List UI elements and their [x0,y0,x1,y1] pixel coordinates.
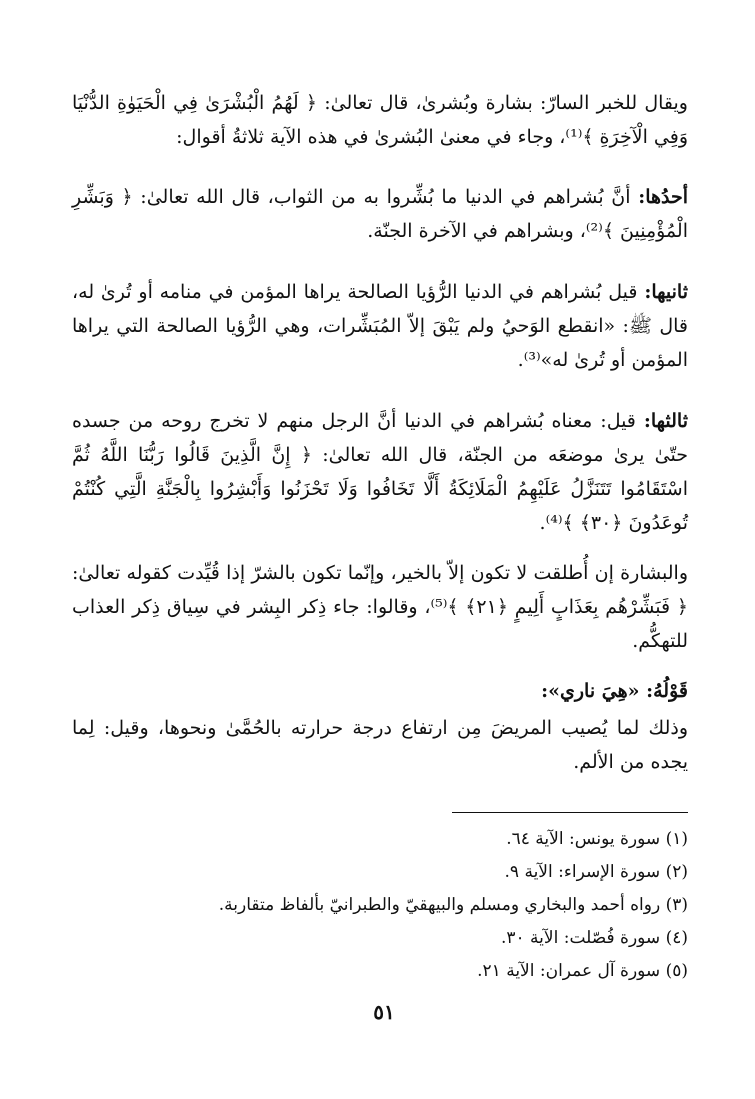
paragraph-first-opinion [72,180,688,248]
second-opinion-text: قيل بُشراهم في الدنيا الرُّؤيا الصالحة يراها المؤمن في منامه أو تُرىٰ له، قال ﷺ: «انقطع الوَحيُ ولم يَبْقَ إلاّ المُبَشِّرات، وهي الرُّؤيا الصالحة التي يراها المؤمن أو تُرىٰ له»⁽³⁾. [72,281,688,371]
paragraph-glad-tidings: والبشارة إن أُطلقت لا تكون إلاّ بالخير، وإنّما تكون بالشرّ إذا قُيِّدت كقوله تعالىٰ: ﴿ فَبَشِّرْهُم بِعَذَابٍ أَلِيمٍ ﴿٢١﴾ ﴾⁽⁵⁾، وقالوا: جاء ذِكر البِشر في سِياق ذِكر العذاب للتهكُّم. [72,562,688,652]
footnotes-section [72,823,688,988]
footnote-2: (٢) سورة الإسراء: الآية ٩. [504,862,688,882]
paragraph-intro: ويقال للخبر السارّ: بشارة وبُشرىٰ، قال تعالىٰ: ﴿ لَهُمُ الْبُشْرَىٰ فِي الْحَيَوٰةِ الدُّنْيَا وَفِي الْآخِرَةِ ﴾⁽¹⁾، وجاء في معنىٰ البُشرىٰ في هذه الآية ثلاثةُ أقوال: [72,92,688,148]
footnote-4: (٤) سورة فُصّلت: الآية ٣٠. [500,928,688,948]
paragraph-second-opinion [72,275,688,377]
paragraph-third-opinion [72,404,688,540]
paragraph-explanation: وذلك لما يُصيب المريضَ مِن ارتفاع درجة حرارته بالحُمَّىٰ ونحوها، وقيل: لِما يجده من الألم. [72,717,688,773]
first-opinion-text: أنَّ بُشراهم في الدنيا ما بُشِّروا به من الثواب، قال الله تعالىٰ: ﴿ وَبَشِّرِ الْمُؤْمِنِينَ ﴾⁽²⁾، وبشراهم في الآخرة الجنّة. [72,186,688,242]
first-opinion-label: أحدُها: [638,186,689,208]
footnote-1: (١) سورة يونس: الآية ٦٤. [506,829,688,849]
third-opinion-label: ثالثها: [643,410,689,432]
footnote-divider [452,812,688,813]
footnote-5: (٥) سورة آل عمران: الآية ٢١. [477,961,688,981]
hadith-phrase-heading: قَوْلُهُ: «هِيَ ناري»: [541,680,688,702]
page-number: ٥١ [373,1000,395,1024]
footnote-3: (٣) رواه أحمد والبخاري ومسلم والبيهقيّ والطبرانيّ بألفاظ متقاربة. [218,895,688,915]
third-opinion-text: قيل: معناه بُشراهم في الدنيا أنَّ الرجل منهم لا تخرج روحه من جسده حتّىٰ يرىٰ موضعَه من الجنّة، قال الله تعالىٰ: ﴿ إِنَّ الَّذِينَ قَالُوا رَبُّنَا اللَّهُ ثُمَّ اسْتَقَامُوا تَتَنَزَّلُ عَلَيْهِمُ الْمَلَائِكَةُ أَلَّا تَخَافُوا وَلَا تَحْزَنُوا وَأَبْشِرُوا بِالْجَنَّةِ الَّتِي كُنْتُمْ تُوعَدُونَ ﴿٣٠﴾ ﴾⁽⁴⁾. [72,410,688,534]
second-opinion-label: ثانيها: [644,281,688,303]
